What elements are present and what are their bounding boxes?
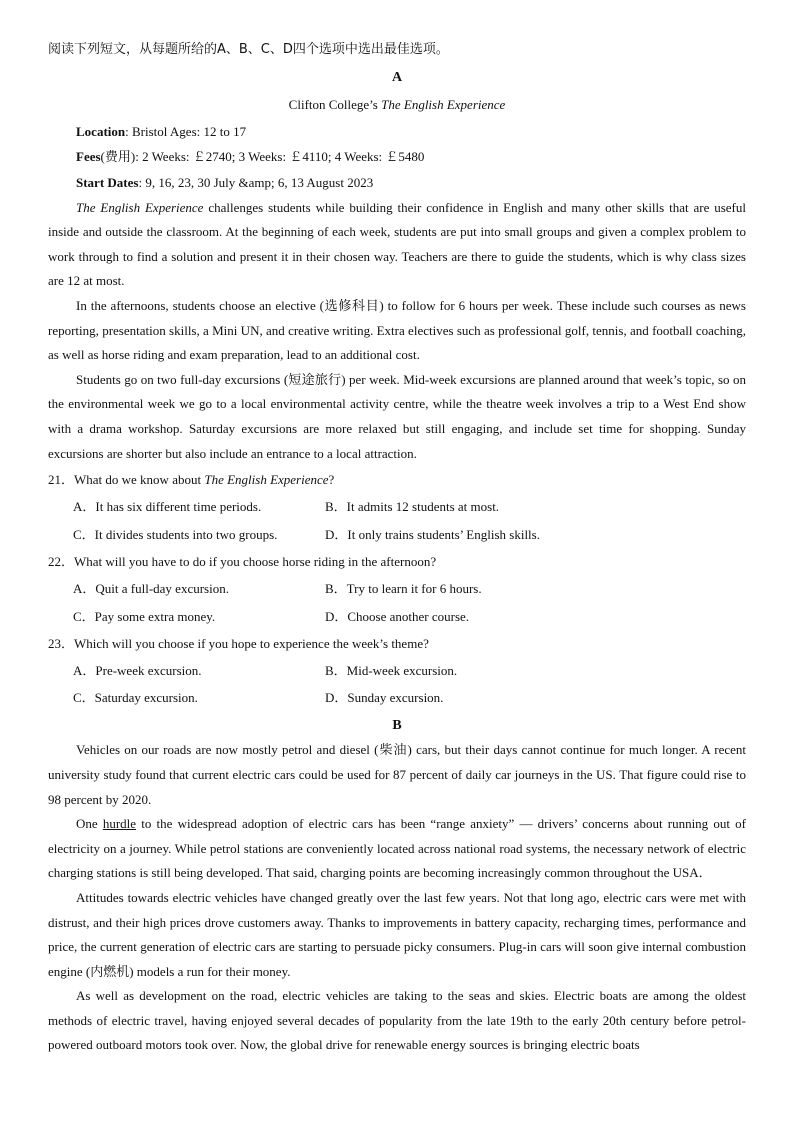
passage-a-paragraph-1: The English Experience challenges students while building their confidence in English and many other skills that are useful inside and outside the classroom. At the beginning of each week, students are put into small groups and given a complex problem to work through to find a solution and present it in their chosen way. Teachers are there to guide the students, which is why class sizes are 12 at most. [48, 199, 746, 289]
passage-a-paragraph-3: Students go on two full-day excursions (短途旅行) per week. Mid-week excursions are planned around that week’s topic, so on the environmental week we go to a local environmental activity centre, while the theatre week involves a trip to a West End show with a drama workshop. Saturday excursions are more relaxed but still engaging, and include set time for shopping. Sunday excursions are shorter but also include an entrance to a local attraction. [48, 371, 746, 461]
question-22-options [48, 575, 746, 630]
location-line [48, 120, 746, 145]
fees-value: (费用): 2 Weeks: ￡2740; 3 Weeks: ￡4110; 4 Weeks: ￡5480 [100, 149, 425, 165]
question-23: 23．Which will you choose if you hope to experience the week’s theme? [48, 635, 429, 651]
underlined-word: hurdle [102, 816, 137, 832]
instructions: 阅读下列短文，从每题所给的A、B、C、D四个选项中选出最佳选项。 [48, 42, 449, 57]
option-d[interactable]: D．It only trains students’ English skills. [325, 526, 540, 542]
question-22: 22．What will you have to do if you choose horse riding in the afternoon? [48, 553, 437, 569]
option-b[interactable]: B．Mid-week excursion. [325, 663, 458, 679]
option-d[interactable]: D．Choose another course. [325, 608, 470, 624]
passage-b-paragraph-3: Attitudes towards electric vehicles have changed greatly over the last few years. Not that long ago, electric cars were met with distrust, and their high prices drove customers away. Thanks to improvements in battery capacity, recharging times, performance and price, the current generation of electric cars are starting to persuade picky consumers. Plug-in cars will soon give internal combustion engine (内燃机) models a run for their money. [48, 889, 746, 979]
program-name: The English Experience [76, 199, 204, 215]
question-23-options [48, 657, 746, 712]
fees-line [48, 145, 746, 170]
passage-b-paragraph-4: As well as development on the road, electric vehicles are taking to the seas and skies. Electric boats are among the oldest methods of electric travel, having enjoyed several decades of popularity from the late 19th to the early 20th century before petrol-powered outboard motors took over. Now, the global drive for renewable energy sources is bringing electric boats [48, 988, 746, 1053]
option-c[interactable]: C．Pay some extra money. [73, 608, 216, 624]
passage-b-paragraph-2: One hurdle to the widespread adoption of electric cars has been “range anxiety” — drivers’ concerns about running out of electricity on a journey. While petrol stations are conveniently located across national road systems, the necessary network of electric charging stations is still being developed. That said, charging points are becoming increasingly common throughout the USA． [48, 816, 746, 881]
option-a[interactable]: A．It has six different time periods. [73, 499, 262, 515]
option-b[interactable]: B．It admits 12 students at most. [325, 499, 500, 515]
option-b[interactable]: B．Try to learn it for 6 hours. [325, 581, 482, 597]
option-d[interactable]: D．Sunday excursion. [325, 690, 444, 706]
option-a[interactable]: A．Quit a full-day excursion. [73, 581, 229, 597]
passage-a-heading: A [391, 69, 403, 85]
exam-page [48, 38, 746, 1058]
question-21-options [48, 493, 746, 548]
title-italic: The English Experience [381, 97, 506, 113]
question-21: 21．What do we know about The English Experience? [48, 472, 335, 488]
option-c[interactable]: C．Saturday excursion. [73, 690, 198, 706]
passage-a-title [48, 93, 746, 118]
start-dates-label: Start Dates [76, 174, 139, 190]
fees-label: Fees [76, 149, 101, 165]
passage-b-heading: B [392, 717, 402, 733]
location-label: Location [76, 123, 126, 139]
location-value: : Bristol Ages: 12 to 17 [125, 123, 247, 139]
passage-a-paragraph-2: In the afternoons, students choose an elective (选修科目) to follow for 6 hours per week. These include such courses as news reporting, presentation skills, a Mini UN, and creative writing. Extra electives such as professional golf, tennis, and football coaching, as well as horse riding and exam preparation, lead to an additional cost. [48, 297, 746, 363]
option-a[interactable]: A．Pre-week excursion. [73, 663, 202, 679]
start-dates-line [48, 171, 746, 196]
option-c[interactable]: C．It divides students into two groups. [73, 526, 278, 542]
passage-b-paragraph-1: Vehicles on our roads are now mostly petrol and diesel (柴油) cars, but their days cannot continue for much longer. A recent university study found that current electric cars could be used for 87 percent of daily car journeys in the US. That figure could rise to 98 percent by 2020. [48, 742, 746, 807]
start-dates-value: : 9, 16, 23, 30 July &amp; 6, 13 August 2023 [138, 174, 374, 190]
title-prefix: Clifton College’s [288, 97, 382, 113]
